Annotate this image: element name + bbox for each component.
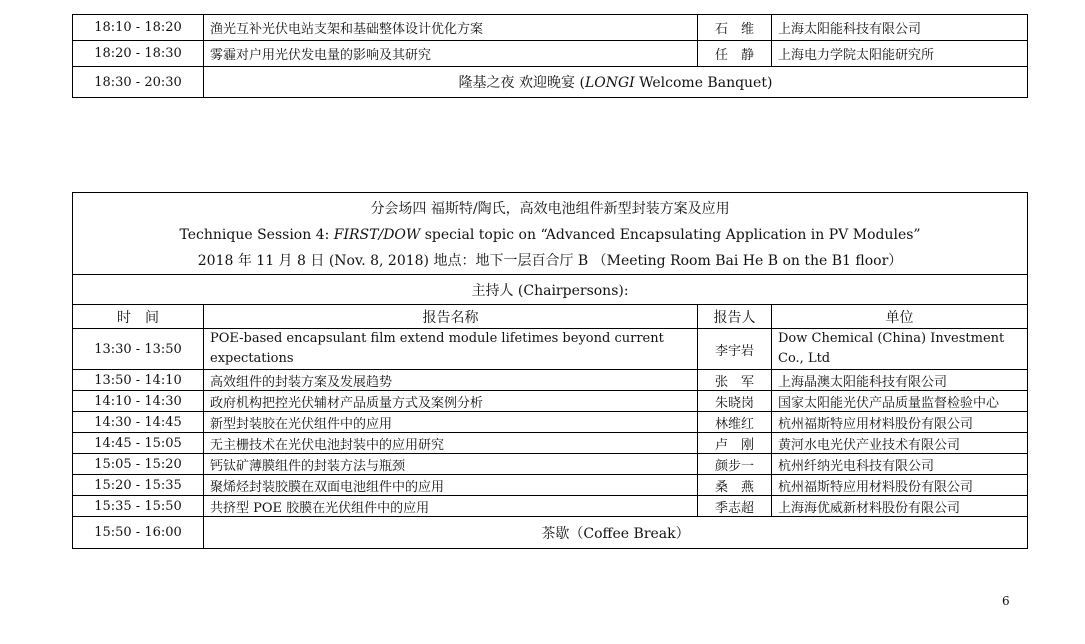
org-cell: 国家太阳能光伏产品质量监督检验中心: [772, 391, 1028, 412]
org-cell: 上海晶澳太阳能科技有限公司: [772, 370, 1028, 391]
speaker-cell: 李宇岩: [698, 329, 772, 370]
col-header-speaker: 报告人: [698, 305, 772, 329]
org-cell: 杭州福斯特应用材料股份有限公司: [772, 412, 1028, 433]
session-table: [72, 192, 1028, 549]
banquet-row: [73, 67, 1028, 98]
column-header-row: [73, 305, 1028, 329]
chairpersons-row: [73, 275, 1028, 305]
org-cell: 上海电力学院太阳能研究所: [772, 41, 1028, 67]
time-cell: 15:50 - 16:00: [73, 517, 204, 549]
title-cell: 政府机构把控光伏辅材产品质量方式及案例分析: [204, 391, 698, 412]
org-cell: 黄河水电光伏产业技术有限公司: [772, 433, 1028, 454]
title-cell: 新型封装胶在光伏组件中的应用: [204, 412, 698, 433]
org-cell: Dow Chemical (China) Investment Co., Ltd: [772, 329, 1028, 370]
title-cell: 钙钛矿薄膜组件的封装方法与瓶颈: [204, 454, 698, 475]
time-cell: 15:20 - 15:35: [73, 475, 204, 496]
speaker-cell: 石 维: [698, 15, 772, 41]
org-cell: 杭州福斯特应用材料股份有限公司: [772, 475, 1028, 496]
table-row: [73, 412, 1028, 433]
table-row: [73, 370, 1028, 391]
session-title-en: Technique Session 4: FIRST/DOW special topic on “Advanced Encapsulating Application in PV Modules”: [179, 227, 921, 243]
speaker-cell: 任 静: [698, 41, 772, 67]
title-cell: 聚烯烃封装胶膜在双面电池组件中的应用: [204, 475, 698, 496]
org-cell: 上海海优威新材料股份有限公司: [772, 496, 1028, 517]
title-cell: 雾霾对户用光伏发电量的影响及其研究: [204, 41, 698, 67]
session-header-cell: [73, 193, 1028, 275]
title-cell: 共挤型 POE 胶膜在光伏组件中的应用: [204, 496, 698, 517]
table-row: [73, 496, 1028, 517]
table-row: [73, 475, 1028, 496]
col-header-title: 报告名称: [204, 305, 698, 329]
org-cell: 杭州纤纳光电科技有限公司: [772, 454, 1028, 475]
time-cell: 13:30 - 13:50: [73, 329, 204, 370]
title-cell: 渔光互补光伏电站支架和基础整体设计优化方案: [204, 15, 698, 41]
prior-session-table: [72, 14, 1028, 98]
chairpersons-label: 主持人 (Chairpersons):: [73, 275, 1028, 305]
session-header: [73, 193, 1028, 275]
speaker-cell: 林维红: [698, 412, 772, 433]
org-cell: 上海太阳能科技有限公司: [772, 15, 1028, 41]
time-cell: 18:10 - 18:20: [73, 15, 204, 41]
speaker-cell: 张 军: [698, 370, 772, 391]
time-cell: 14:30 - 14:45: [73, 412, 204, 433]
speaker-cell: 季志超: [698, 496, 772, 517]
coffee-break-label: 茶歇（Coffee Break）: [204, 517, 1028, 549]
table-row: [73, 15, 1028, 41]
session-date-venue: 2018 年 11 月 8 日 (Nov. 8, 2018) 地点：地下一层百合厅 B （Meeting Room Bai He B on the B1 floor）: [197, 253, 903, 269]
table-row: [73, 391, 1028, 412]
session-title-zh: 分会场四 福斯特/陶氏，高效电池组件新型封装方案及应用: [370, 201, 730, 217]
time-cell: 14:10 - 14:30: [73, 391, 204, 412]
table-row: [73, 433, 1028, 454]
speaker-cell: 卢 刚: [698, 433, 772, 454]
brand-name: LONGI: [584, 75, 635, 91]
coffee-break-row: [73, 517, 1028, 549]
time-cell: 15:05 - 15:20: [73, 454, 204, 475]
time-cell: 15:35 - 15:50: [73, 496, 204, 517]
speaker-cell: 颜步一: [698, 454, 772, 475]
title-cell: 无主栅技术在光伏电池封装中的应用研究: [204, 433, 698, 454]
banquet-label: 隆基之夜 欢迎晚宴 (LONGI Welcome Banquet): [204, 67, 1028, 98]
title-cell: POE-based encapsulant film extend module lifetimes beyond current expectations: [204, 329, 698, 370]
time-cell: 18:30 - 20:30: [73, 67, 204, 98]
table-row: [73, 41, 1028, 67]
time-cell: 13:50 - 14:10: [73, 370, 204, 391]
col-header-time: 时 间: [73, 305, 204, 329]
time-cell: 18:20 - 18:30: [73, 41, 204, 67]
time-cell: 14:45 - 15:05: [73, 433, 204, 454]
table-row: [73, 329, 1028, 370]
table-row: [73, 454, 1028, 475]
speaker-cell: 桑 燕: [698, 475, 772, 496]
speaker-cell: 朱晓岗: [698, 391, 772, 412]
title-cell: 高效组件的封装方案及发展趋势: [204, 370, 698, 391]
col-header-org: 单位: [772, 305, 1028, 329]
page-number: 6: [1002, 594, 1010, 608]
